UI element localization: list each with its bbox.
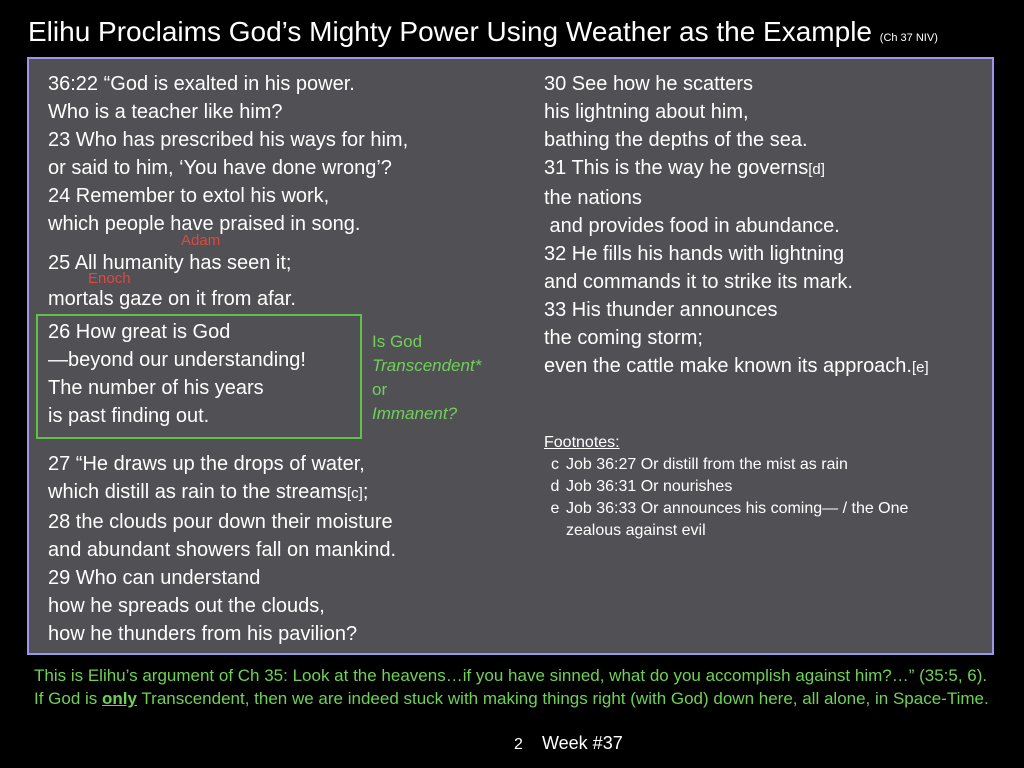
highlight-verses — [48, 318, 306, 430]
verse-line: 30 See how he scatters — [544, 73, 754, 95]
verse-line — [544, 154, 929, 184]
slide-title — [28, 16, 938, 48]
footnote-letter: c — [551, 456, 559, 473]
title-reference: (Ch 37 NIV) — [879, 32, 938, 44]
footnote-item — [544, 498, 966, 542]
verse-line — [48, 478, 396, 508]
annotation-enoch: Enoch — [88, 270, 131, 287]
verse-line: and provides food in abundance. — [544, 215, 840, 237]
commentary-text: This is Elihu’s argument of Ch 35: Look at the heavens…if you have sinned, what do you accomplish against him?…” (35:5, 6). If God is — [34, 666, 988, 708]
verse-line: 24 Remember to extol his work, — [48, 185, 330, 207]
footnote-text: Job 36:27 Or distill from the mist as rain — [566, 456, 848, 473]
verse-line: mortals gaze on it from afar. — [48, 288, 296, 310]
right-verses — [544, 70, 929, 382]
question-line: Is God — [372, 332, 423, 351]
verse-line: 27 “He draws up the drops of water, — [48, 453, 365, 475]
annotation-adam: Adam — [181, 232, 221, 249]
title-text: Elihu Proclaims God’s Mighty Power Using Weather as the Example — [28, 16, 872, 47]
verse-text: even the cattle make known its approach. — [544, 355, 912, 377]
footnotes-heading: Footnotes: — [544, 434, 620, 451]
commentary-note — [34, 664, 994, 710]
verse-line: 23 Who has prescribed his ways for him, — [48, 129, 409, 151]
verse-text: ; — [362, 481, 369, 503]
page-number: 2 — [514, 736, 523, 753]
footnote-text: Job 36:31 Or nourishes — [566, 478, 733, 495]
question-line: Transcendent* — [372, 356, 482, 375]
footnote-item — [544, 454, 966, 476]
verse-line: The number of his years — [48, 377, 264, 399]
verse-line: the coming storm; — [544, 327, 703, 349]
verse-line: how he thunders from his pavilion? — [48, 623, 358, 645]
verse-line: 26 How great is God — [48, 321, 231, 343]
verse-line: 33 His thunder announces — [544, 299, 778, 321]
verse-line: how he spreads out the clouds, — [48, 595, 325, 617]
left-verses-top — [48, 70, 408, 238]
verse-text: 31 This is the way he governs — [544, 157, 809, 179]
left-verses-mid — [48, 245, 296, 317]
verse-line: bathing the depths of the sea. — [544, 129, 808, 151]
week-label: Week #37 — [542, 733, 623, 753]
verse-line: 32 He fills his hands with lightning — [544, 243, 845, 265]
footnote-ref-e: [e] — [912, 359, 929, 376]
verse-line: or said to him, ‘You have done wrong’? — [48, 157, 392, 179]
commentary-text: Transcendent, then we are indeed stuck with making things right (with God) down here, all alone, in Space-Time. — [136, 689, 989, 708]
footnote-letter: e — [550, 500, 560, 517]
verse-line: which people have praised in song. — [48, 213, 361, 235]
verse-line: 28 the clouds pour down their moisture — [48, 511, 393, 533]
verse-line: and commands it to strike its mark. — [544, 271, 853, 293]
verse-line — [544, 352, 929, 382]
footnote-ref-c: [c] — [347, 485, 363, 502]
verse-line: 29 Who can understand — [48, 567, 261, 589]
verse-line: his lightning about him, — [544, 101, 749, 123]
question-line: Immanent? — [372, 404, 458, 423]
commentary-emphasis: only — [102, 689, 137, 708]
verse-line: 36:22 “God is exalted in his power. — [48, 73, 355, 95]
footnote-text: Job 36:33 Or announces his coming— / the One zealous against evil — [566, 500, 909, 539]
footnotes — [544, 432, 966, 542]
left-verses-bottom — [48, 450, 396, 648]
verse-line: 25 All humanity has seen it; — [48, 252, 292, 274]
footnote-item — [544, 476, 966, 498]
verse-line: is past finding out. — [48, 405, 210, 427]
verse-line: —beyond our understanding! — [48, 349, 306, 371]
verse-line: and abundant showers fall on mankind. — [48, 539, 397, 561]
footnote-ref-d: [d] — [808, 161, 825, 178]
verse-text: which distill as rain to the streams — [48, 481, 348, 503]
question-line: or — [372, 380, 388, 399]
transcendence-question — [372, 330, 481, 426]
verse-line: Who is a teacher like him? — [48, 101, 283, 123]
footnote-letter: d — [550, 478, 560, 495]
verse-line: the nations — [544, 187, 642, 209]
